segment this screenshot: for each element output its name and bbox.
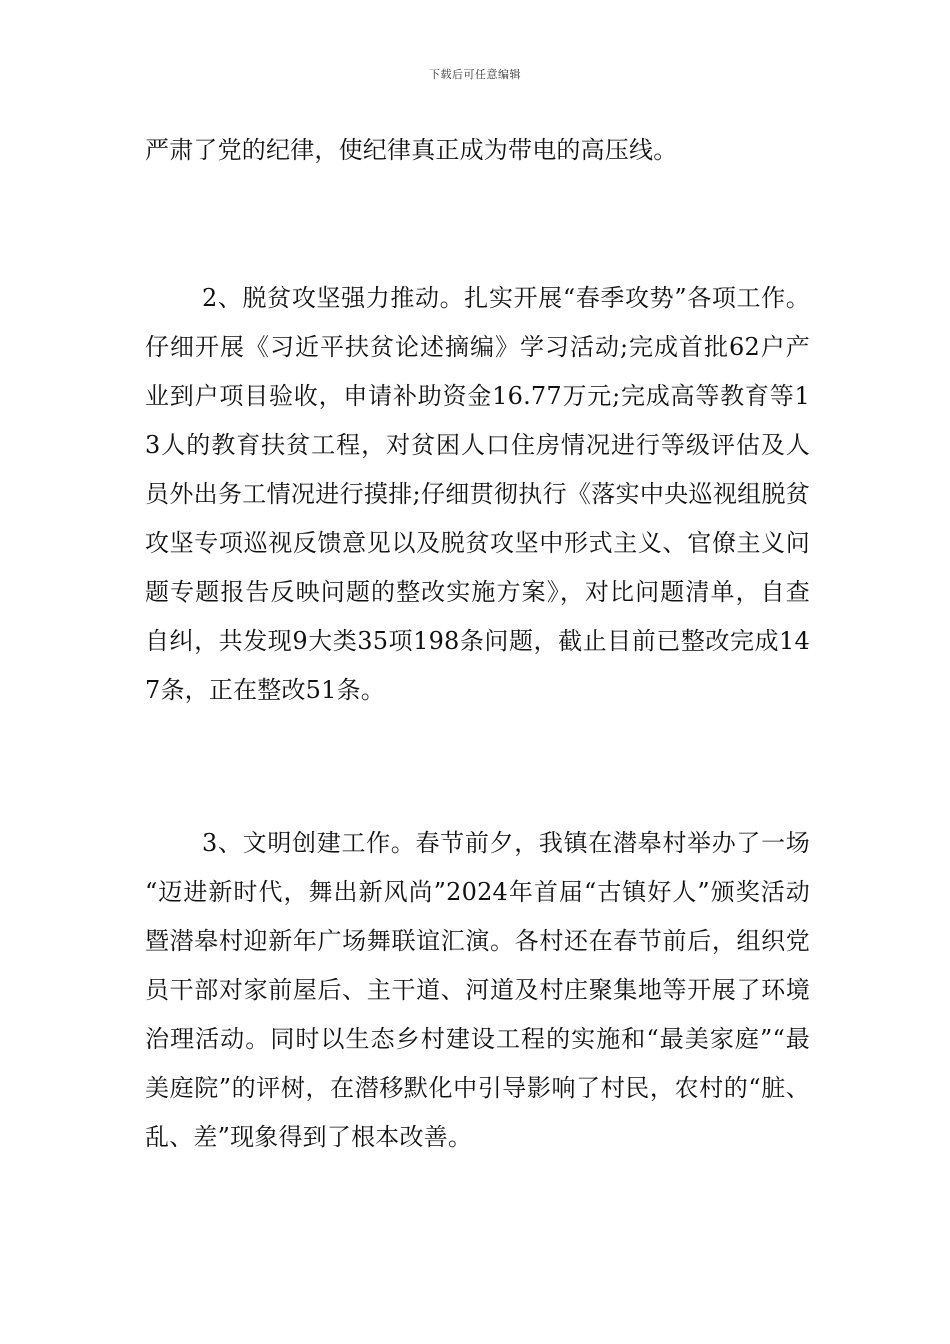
- paragraph-discipline: 严肃了党的纪律，使纪律真正成为带电的高压线。: [145, 136, 678, 164]
- page-header-note: 下载后可任意编辑: [429, 68, 521, 81]
- paragraph-poverty-alleviation: 2、脱贫攻坚强力推动。扎实开展“春季攻势”各项工作。仔细开展《习近平扶贫论述摘编》学习活动;完成首批62户产业到户项目验收，申请补助资金16.77万元;完成高等教育等13人的教育扶贫工程，对贫困人口住房情况进行等级评估及人员外出务工情况进行摸排;仔细贯彻执行《落实中央巡视组脱贫攻坚专项巡视反馈意见以及脱贫攻坚中形式主义、官僚主义问题专题报告反映问题的整改实施方案》，对比问题清单，自查自纠，共发现9大类35项198条问题，截止目前已整改完成147条，正在整改51条。: [145, 284, 810, 704]
- paragraph-civilization-building: 3、文明创建工作。春节前夕，我镇在潜皋村举办了一场 “迈进新时代，舞出新风尚”2024年首届“古镇好人”颁奖活动暨潜皋村迎新年广场舞联谊汇演。各村还在春节前后，组织党员干部对家前屋后、主干道、河道及村庄聚集地等开展了环境治理活动。同时以生态乡村建设工程的实施和“最美家庭”“最美庭院”的评树，在潜移默化中引导影响了村民，农村的“脏、乱、差”现象得到了根本改善。: [145, 829, 810, 1151]
